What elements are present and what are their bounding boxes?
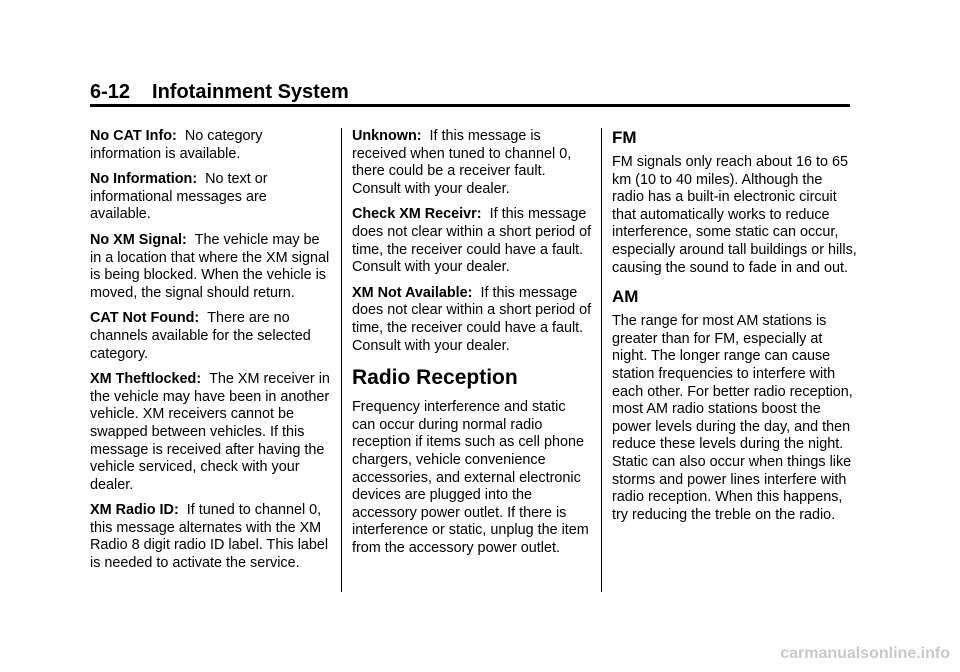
message-term: No CAT Info: <box>90 128 177 144</box>
message-entry <box>90 171 330 224</box>
message-term: No XM Signal: <box>90 231 187 248</box>
am-heading: AM <box>612 287 639 307</box>
message-term: No Information: <box>90 171 198 188</box>
header-rule <box>90 104 850 107</box>
message-entry <box>90 128 330 163</box>
message-term: Check XM Receivr: <box>352 206 482 223</box>
watermark: carmanualsonline.info <box>780 645 950 662</box>
fm-paragraph: FM signals only reach about 16 to 65 km (10 to 40 miles). Although the radio has a built-in electronic circuit that automatically works to reduce interference, some static can occur, especially around tall buildings or hills, causing the sound to fade in and out. <box>612 154 857 276</box>
message-text: The XM receiver in the vehicle may have been in another vehicle. XM receivers cannot be swapped between vehicles. If this message is received after having the vehicle serviced, check with your dealer. <box>90 371 330 493</box>
section-title: Infotainment System <box>152 81 349 103</box>
message-entry <box>352 206 592 276</box>
radio-reception-paragraph: Frequency interference and static can occur during normal radio reception if items such as cell phone chargers, vehicle convenience accessories, and external electronic devices are plugged into the accessory power outlet. If there is interference or static, unplug the item from the accessory power outlet. <box>352 399 589 556</box>
message-term: XM Theftlocked: <box>90 371 202 388</box>
column-1 <box>90 128 330 581</box>
am-paragraph: The range for most AM stations is greater than for FM, especially at night. The longer range can cause station frequencies to interfere with each other. For better radio reception, most AM radio stations boost the power levels during the day, and then reduce these levels during the night. Static can also occur when things like storms and power lines interfere with radio reception. When this happens, try reducing the treble on the radio. <box>612 313 853 523</box>
message-text: No category information is available. <box>90 128 263 162</box>
message-text: If this message does not clear within a short period of time, the receiver could have a fault. Consult with your dealer. <box>352 206 592 276</box>
message-entry <box>352 128 592 198</box>
message-entry <box>90 232 330 302</box>
column-divider-2 <box>601 128 602 592</box>
message-entry <box>352 285 592 355</box>
header-title <box>90 80 850 104</box>
message-entry <box>90 371 330 494</box>
message-entry <box>90 310 330 363</box>
message-term: Unknown: <box>352 128 422 144</box>
column-3 <box>612 128 857 532</box>
message-term: CAT Not Found: <box>90 310 200 327</box>
message-text: No text or informational messages are available. <box>90 171 268 223</box>
page-header <box>90 80 850 104</box>
message-text: If tuned to channel 0, this message alternates with the XM Radio 8 digit radio ID label. This label is needed to activate the service. <box>90 502 329 572</box>
radio-reception-heading: Radio Reception <box>352 366 518 390</box>
column-2 <box>352 128 592 565</box>
message-term: XM Radio ID: <box>90 502 179 519</box>
message-text: If this message does not clear within a short period of time, the receiver could have a fault. Consult with your dealer. <box>352 284 592 354</box>
message-term: XM Not Available: <box>352 284 473 301</box>
fm-heading: FM <box>612 128 637 147</box>
column-divider-1 <box>341 128 342 592</box>
message-text: If this message is received when tuned to channel 0, there could be a receiver fault. Consult with your dealer. <box>352 128 572 197</box>
page-number: 6-12 <box>90 81 131 103</box>
message-entry <box>90 502 330 572</box>
message-text: There are no channels available for the selected category. <box>90 310 311 362</box>
message-text: The vehicle may be in a location that where the XM signal is being blocked. When the vehicle is moved, the signal should return. <box>90 231 330 301</box>
